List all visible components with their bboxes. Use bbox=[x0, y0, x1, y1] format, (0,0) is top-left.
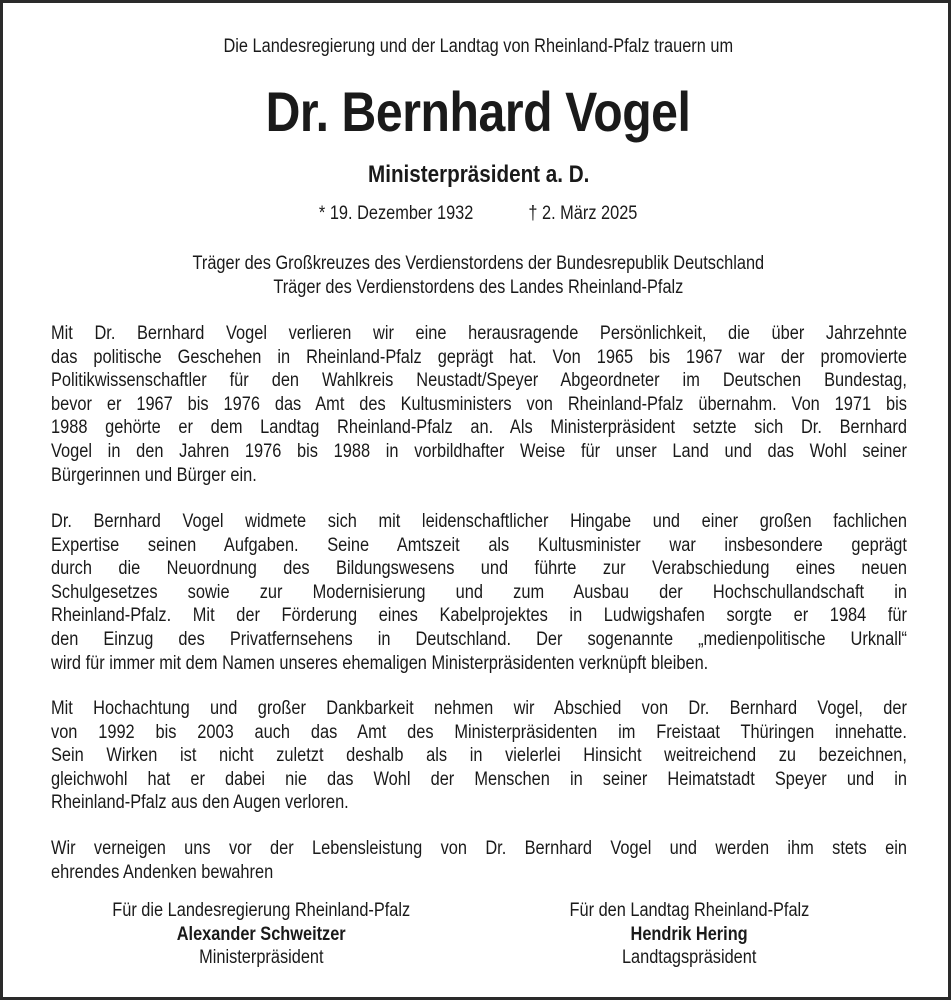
award-line bbox=[3, 253, 951, 275]
paragraph-3 bbox=[51, 697, 907, 815]
text-line: Rheinland-Pfalz aus den Augen verloren. bbox=[51, 792, 349, 814]
paragraph-1 bbox=[51, 322, 907, 487]
intro-text: Die Landesregierung und der Landtag von Rheinland-Pfalz trauern um bbox=[223, 36, 734, 57]
signatory-name: Alexander Schweitzer bbox=[176, 923, 346, 945]
text-line: Sein Wirken ist nicht zuletzt deshalb als in vielerlei Hinsicht weitreichend zu bezeichnen, bbox=[51, 745, 907, 767]
text-line: Mit Hochachtung und großer Dankbarkeit nehmen wir Abschied von Dr. Bernhard Vogel, der bbox=[51, 698, 907, 719]
text-line: wird für immer mit dem Namen unseres ehemaligen Ministerpräsidenten verknüpft bleiben. bbox=[51, 652, 709, 674]
signature-parliament bbox=[479, 899, 899, 970]
text-line: Politikwissenschaftler für den Wahlkreis Neustadt/Speyer Abgeordneter im Deutschen Bundestag, bbox=[51, 370, 907, 392]
deceased-name-text: Dr. Bernhard Vogel bbox=[266, 80, 691, 143]
text-line: 1988 gehörte er dem Landtag Rheinland-Pfalz an. Als Ministerpräsident setzte sich Dr. Bernhard bbox=[51, 417, 907, 439]
text-line: Mit Dr. Bernhard Vogel verlieren wir eine herausragende Persönlichkeit, die über Jahrzehnte bbox=[51, 323, 907, 344]
text-line: von 1992 bis 2003 auch das Amt des Ministerpräsidenten im Freistaat Thüringen innehatte. bbox=[51, 721, 907, 743]
signatory-name: Hendrik Hering bbox=[630, 923, 748, 945]
death-date: † 2. März 2025 bbox=[528, 203, 638, 224]
deceased-title-text: Ministerpräsident a. D. bbox=[367, 161, 590, 188]
text-line: den Einzug des Privatfernsehens in Deutschland. Der sogenannte „medienpolitische Urknall“ bbox=[51, 628, 907, 650]
text-line: Schulgesetzes sowie zur Modernisierung und zum Ausbau der Hochschullandschaft in bbox=[51, 581, 907, 603]
text-line: das politische Geschehen in Rheinland-Pfalz geprägt hat. Von 1965 bis 1967 war der promovierte bbox=[51, 346, 907, 368]
signatory-role: Landtagspräsident bbox=[621, 947, 757, 969]
deceased-title bbox=[3, 161, 951, 189]
award-line bbox=[3, 277, 951, 299]
text-line: Rheinland-Pfalz. Mit der Förderung eines Kabelprojektes in Ludwigshafen sorgte er 1984 für bbox=[51, 605, 907, 627]
text-line: Vogel in den Jahren 1976 bis 1988 in vorbildhafter Weise für unser Land und das Wohl seiner bbox=[51, 440, 907, 462]
paragraph-2 bbox=[51, 510, 907, 675]
signature-for: Für den Landtag Rheinland-Pfalz bbox=[569, 900, 809, 921]
life-dates bbox=[3, 203, 951, 225]
intro-line bbox=[3, 36, 951, 58]
text-line: Expertise seinen Aufgaben. Seine Amtszeit als Kultusminister war insbesondere geprägt bbox=[51, 534, 907, 556]
birth-date: * 19. Dezember 1932 bbox=[319, 203, 474, 224]
signature-for: Für die Landesregierung Rheinland-Pfalz bbox=[112, 900, 410, 921]
text-line: Bürgerinnen und Bürger ein. bbox=[51, 464, 257, 486]
deceased-name bbox=[3, 79, 951, 144]
award-text: Träger des Verdienstordens des Landes Rheinland-Pfalz bbox=[273, 277, 684, 298]
text-line: gleichwohl hat er dabei nie das Wohl der Menschen in seiner Heimatstadt Speyer und in bbox=[51, 768, 907, 790]
signature-government bbox=[51, 899, 471, 970]
paragraph-4 bbox=[51, 837, 907, 884]
text-line: Wir verneigen uns vor der Lebensleistung von Dr. Bernhard Vogel und werden ihm stets ein bbox=[51, 838, 907, 859]
text-line: ehrendes Andenken bewahren bbox=[51, 861, 274, 883]
award-text: Träger des Großkreuzes des Verdienstordens der Bundesrepublik Deutschland bbox=[192, 253, 765, 274]
text-line: Dr. Bernhard Vogel widmete sich mit leidenschaftlicher Hingabe und einer großen fachlichen bbox=[51, 511, 907, 532]
text-line: bevor er 1967 bis 1976 das Amt des Kultusministers von Rheinland-Pfalz übernahm. Von 1971 bis bbox=[51, 393, 907, 415]
text-line: durch die Neuordnung des Bildungswesens und führte zur Verabschiedung eines neuen bbox=[51, 558, 907, 580]
signatory-role: Ministerpräsident bbox=[198, 947, 324, 969]
